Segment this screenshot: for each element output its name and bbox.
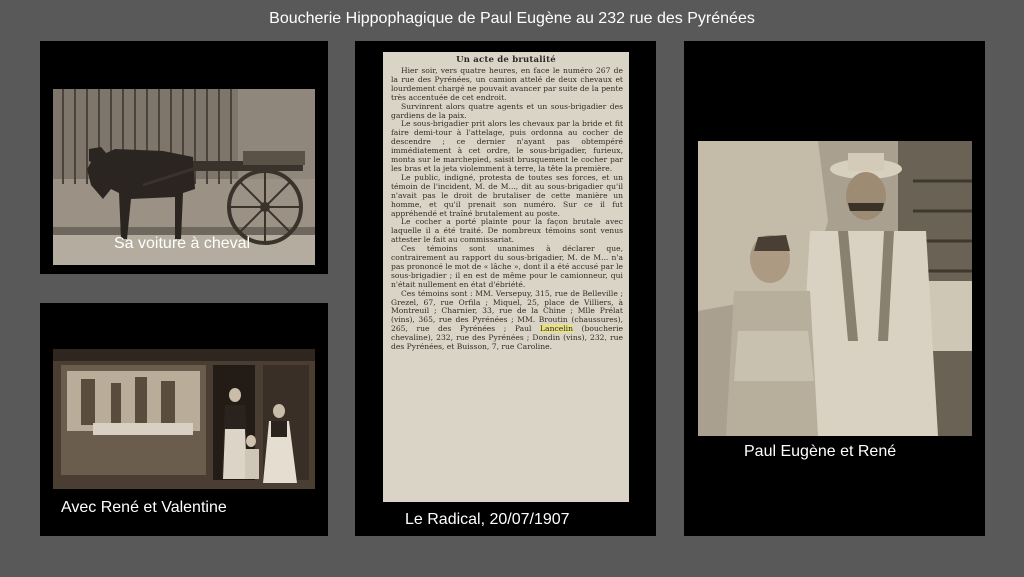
portrait-photo bbox=[698, 141, 972, 436]
clipping-text: (boucherie chevaline), 232, rue des Pyrénées ; Dondin (vins), 232, rue des Pyrénées, et Buisson, 7, rue Caroline. bbox=[391, 324, 624, 352]
panel-shop bbox=[40, 303, 328, 536]
clipping-paragraph: Survinrent alors quatre agents et un sous-brigadier des gardiens de la paix. bbox=[391, 101, 623, 120]
clipping-text: Paul bbox=[514, 324, 540, 334]
slide-title: Boucherie Hippophagique de Paul Eugène au 232 rue des Pyrénées bbox=[269, 10, 755, 27]
portrait-caption: Paul Eugène et René bbox=[744, 443, 897, 460]
newspaper-clipping bbox=[383, 52, 629, 502]
clipping-paragraph: Le public, indigné, protesta de toutes ses forces, et un témoin de l'incident, M. de M..., dit au sous-brigadier qu'il n'avait pas le droit de brutaliser de cette manière un homme, et qu'il prenait son numéro. Sur ce il fut appréhendé et traîné brutalement au poste. bbox=[391, 172, 623, 218]
highlighted-name: Lancelin bbox=[540, 324, 573, 334]
clipping-headline: Un acte de brutalité bbox=[456, 55, 556, 65]
clipping-paragraph: Ces témoins sont unanimes à déclarer que, contrairement au rapport du sous-brigadier, M. de M... n'a pas prononcé le mot de « lâche », dont il a été accusé par le sous-brigadier ; il en est de même pour le camionneur, qui n'était nullement en état d'ébriété. bbox=[391, 244, 623, 289]
cart-caption: Sa voiture à cheval bbox=[114, 235, 251, 252]
panel-portrait bbox=[684, 41, 985, 536]
newspaper-caption: Le Radical, 20/07/1907 bbox=[405, 511, 570, 528]
clipping-paragraph: Hier soir, vers quatre heures, en face le numéro 267 de la rue des Pyrénées, un camion attelé de deux chevaux et lourdement chargé ne pouvait avancer par suite de la pente très accentuée de cet endroit. bbox=[391, 66, 623, 102]
shop-caption: Avec René et Valentine bbox=[61, 499, 227, 516]
clipping-text: Ces témoins sont : MM. Versepuy, 315, rue de Belleville ; Grezel, 67, rue Orfila ; Miquel, 25, place de Villiers, à Montreuil ; Charnier, 33, rue de la Chine ; Mlle Prélat (vins), 365, rue des Pyrénées ; MM. Broutin (chaussures), 265, rue des Pyrénées ; bbox=[391, 288, 623, 334]
clipping-body bbox=[383, 65, 629, 352]
shop-photo bbox=[53, 349, 315, 489]
clipping-paragraph bbox=[391, 290, 623, 352]
clipping-paragraph: Le cocher a porté plainte pour la façon brutale avec laquelle il a été traité. De nombreux témoins sont venus attester le fait au commissariat. bbox=[391, 217, 623, 245]
panel-cart bbox=[40, 41, 328, 274]
clipping-paragraph: Le sous-brigadier prit alors les chevaux par la bride et fit faire demi-tour à l'attelage, puis ordonna au cocher de descendre ; ce dernier n'ayant pas obtempéré immédiatement à cet ordre, le sous-brigadier, furieux, monta sur le marchepied, saisit brusquement le cocher par les bras et la jeta violemment à terre, la tête la première. bbox=[391, 119, 623, 173]
